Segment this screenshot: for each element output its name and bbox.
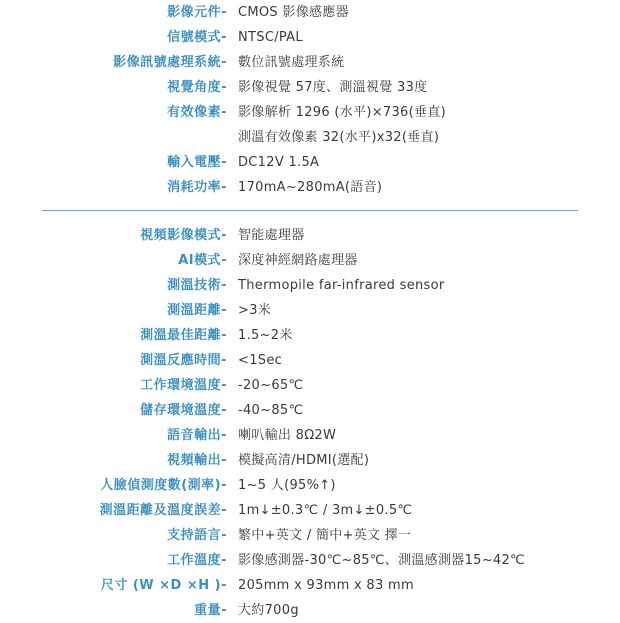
spec-row [0, 75, 620, 100]
spec-label: 有效像素- [167, 105, 227, 120]
spec-group-2 [0, 223, 620, 623]
spec-row [0, 298, 620, 323]
spec-value: DC12V 1.5A [238, 155, 320, 170]
spec-value: NTSC/PAL [238, 30, 303, 45]
spec-row [0, 0, 620, 25]
spec-label: 語音輸出- [167, 428, 227, 443]
spec-value: >3米 [238, 303, 272, 318]
spec-row [0, 448, 620, 473]
spec-value: CMOS 影像感應器 [238, 5, 349, 20]
spec-label: 尺寸 (W ×D ×H )- [100, 578, 227, 593]
spec-label: 工作環境溫度- [140, 378, 227, 393]
spec-value: 大約700g [238, 603, 299, 618]
spec-row [0, 50, 620, 75]
spec-label: 工作溫度- [167, 553, 227, 568]
spec-row [0, 598, 620, 623]
spec-label: 儲存環境溫度- [140, 403, 227, 418]
spec-value: 1.5~2米 [238, 328, 293, 343]
spec-row [0, 100, 620, 125]
spec-value: 數位訊號處理系統 [238, 55, 345, 70]
spec-row [0, 548, 620, 573]
spec-row [0, 423, 620, 448]
spec-row [0, 498, 620, 523]
spec-value: -40~85℃ [238, 403, 304, 418]
spec-value: 深度神經網路處理器 [238, 253, 358, 268]
spec-value: 智能處理器 [238, 228, 305, 243]
spec-label: 視頻影像模式- [140, 228, 227, 243]
section-divider [42, 210, 578, 211]
spec-row [0, 523, 620, 548]
spec-row [0, 175, 620, 200]
spec-row [0, 473, 620, 498]
spec-label: 影像訊號處理系統- [113, 55, 227, 70]
spec-value: 1m↓±0.3℃ / 3m↓±0.5℃ [238, 503, 413, 518]
spec-value: 1~5 人(95%↑) [238, 478, 336, 493]
spec-label: 輸入電壓- [167, 155, 227, 170]
spec-label: 人臉偵測度數(測率)- [100, 478, 227, 493]
spec-label: 視覺角度- [167, 80, 227, 95]
spec-value: <1Sec [238, 353, 283, 368]
spec-row [0, 223, 620, 248]
spec-label: 測溫距離- [167, 303, 227, 318]
spec-row [0, 25, 620, 50]
spec-row [0, 273, 620, 298]
spec-value: 170mA~280mA(語音) [238, 180, 383, 195]
spec-label: 支持語言- [167, 528, 227, 543]
spec-row [0, 398, 620, 423]
spec-label: 測溫反應時間- [140, 353, 227, 368]
spec-value: Thermopile far-infrared sensor [238, 278, 445, 293]
spec-row [0, 573, 620, 598]
spec-row [0, 348, 620, 373]
spec-value: -20~65℃ [238, 378, 304, 393]
spec-value: 影像感測器-30℃~85℃、測溫感測器15~42℃ [238, 553, 525, 568]
spec-label: 測溫距離及溫度誤差- [99, 503, 227, 518]
spec-label: 視頻輸出- [167, 453, 227, 468]
spec-label: 消耗功率- [167, 180, 227, 195]
spec-row [0, 323, 620, 348]
spec-row [0, 125, 620, 150]
spec-value: 喇叭輸出 8Ω2W [238, 428, 337, 443]
spec-value: 模擬高清/HDMI(選配) [238, 453, 370, 468]
spec-value: 測溫有效像素 32(水平)x32(垂直) [238, 130, 440, 145]
spec-value: 繁中+英文 / 簡中+英文 擇一 [238, 528, 412, 543]
spec-label: 重量- [194, 603, 227, 618]
spec-label: 測溫技術- [167, 278, 227, 293]
spec-value: 影像視覺 57度、測溫視覺 33度 [238, 80, 428, 95]
spec-row [0, 373, 620, 398]
spec-group-1 [0, 0, 620, 200]
spec-value: 205mm x 93mm x 83 mm [238, 578, 414, 593]
spec-label: 影像元件- [167, 5, 227, 20]
spec-row [0, 150, 620, 175]
spec-label: 信號模式- [167, 30, 227, 45]
spec-label: AI模式- [178, 253, 227, 268]
spec-row [0, 248, 620, 273]
spec-value: 影像解析 1296 (水平)×736(垂直) [238, 105, 446, 120]
spec-label: 測溫最佳距離- [140, 328, 227, 343]
